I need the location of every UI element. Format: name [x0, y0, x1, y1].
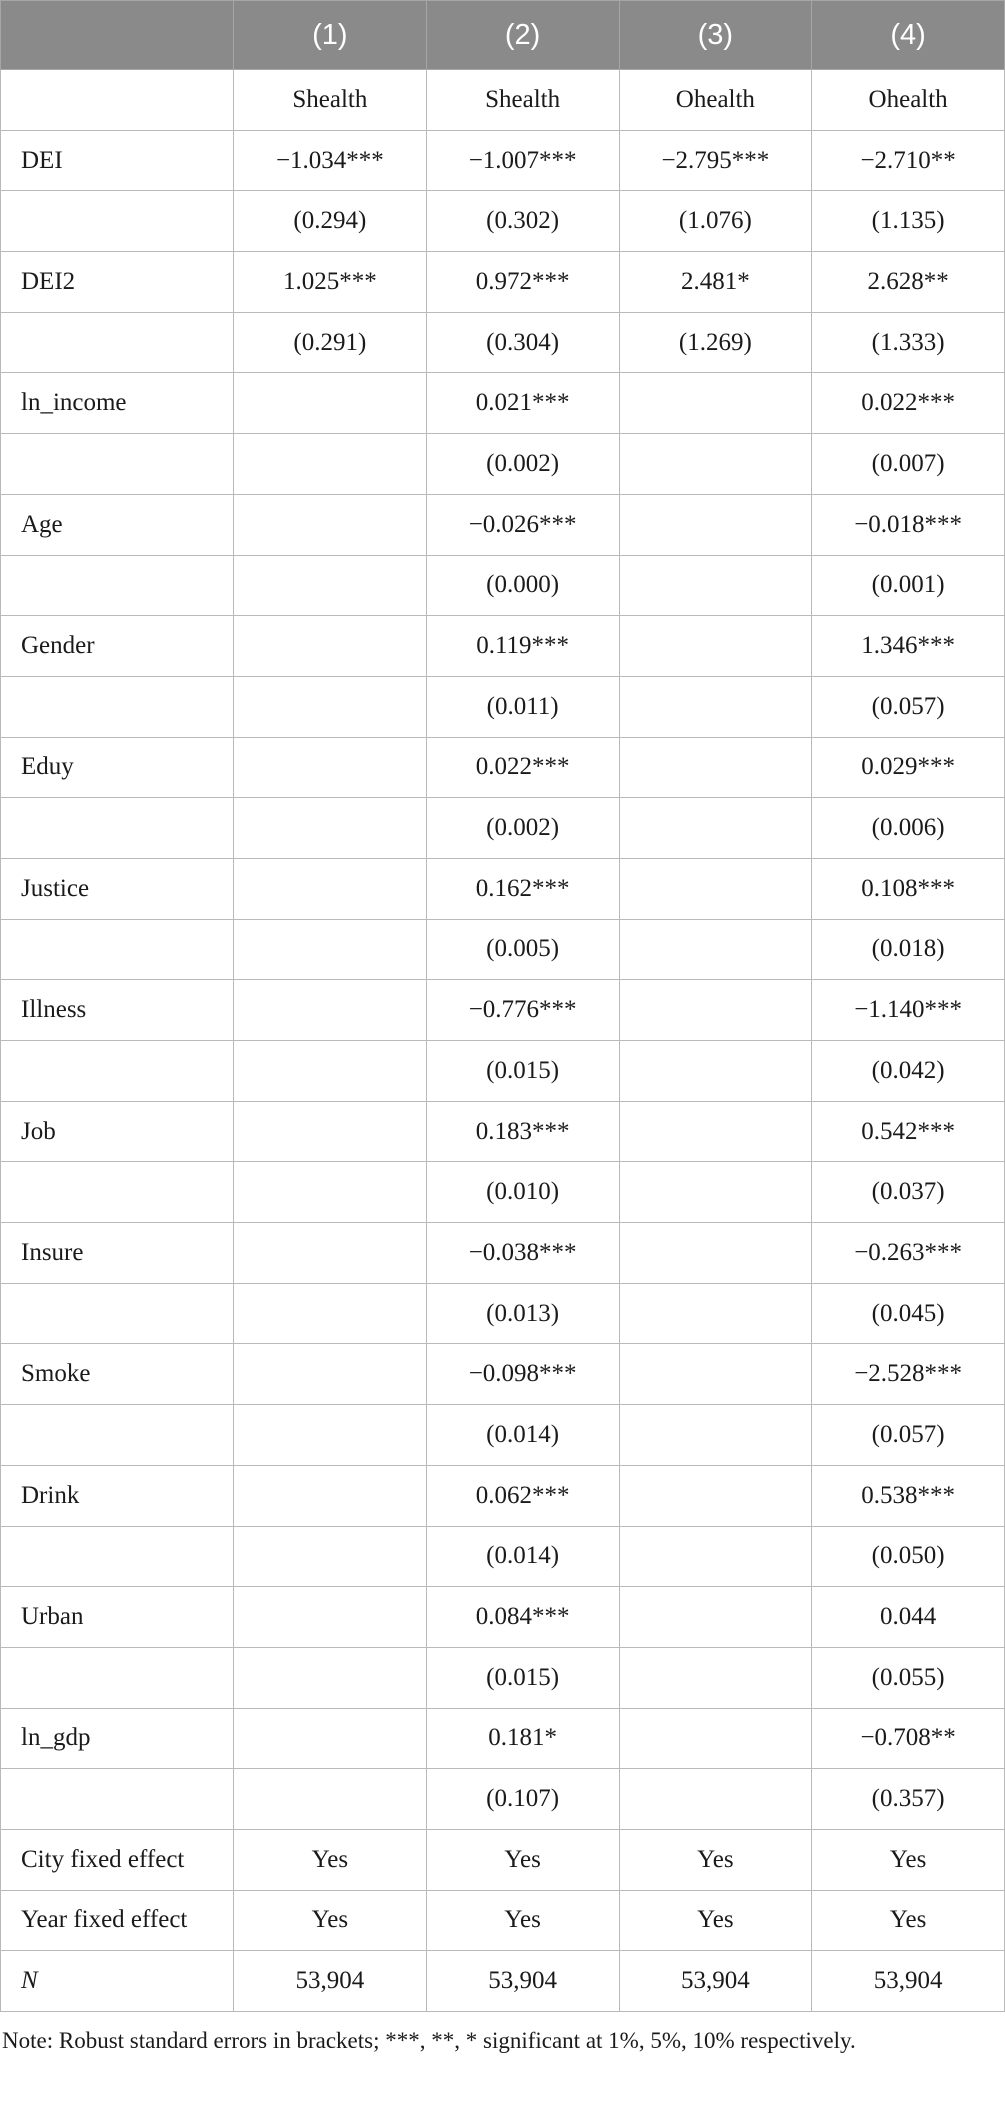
table-row [1, 1829, 1005, 1890]
value-cell-model-2: −0.776*** [426, 980, 619, 1041]
row-label-cell [1, 798, 234, 859]
row-label-cell: Age [1, 494, 234, 555]
value-cell-model-1 [234, 798, 427, 859]
table-row [1, 1890, 1005, 1951]
value-cell-model-2: 0.119*** [426, 616, 619, 677]
row-label-cell [1, 555, 234, 616]
value-cell-model-4: −2.710** [812, 130, 1005, 191]
table-row [1, 858, 1005, 919]
value-cell-model-3 [619, 1526, 812, 1587]
value-cell-model-2: Yes [426, 1829, 619, 1890]
value-cell-model-1 [234, 919, 427, 980]
table-row [1, 130, 1005, 191]
value-cell-model-2: −0.038*** [426, 1223, 619, 1284]
table-row [1, 555, 1005, 616]
table-header-row [1, 1, 1005, 70]
header-cell-stub [1, 1, 234, 70]
value-cell-model-4: (1.135) [812, 191, 1005, 252]
row-label-cell: Gender [1, 616, 234, 677]
value-cell-model-2: (0.304) [426, 312, 619, 373]
value-cell-model-3: (1.076) [619, 191, 812, 252]
table-row [1, 1283, 1005, 1344]
table-row [1, 798, 1005, 859]
row-label-cell: Drink [1, 1465, 234, 1526]
value-cell-model-3 [619, 555, 812, 616]
table-note: Note: Robust standard errors in brackets; ***, **, * significant at 1%, 5%, 10% respectively. [2, 2028, 856, 2053]
value-cell-model-4: −0.708** [812, 1708, 1005, 1769]
row-label-cell [1, 1769, 234, 1830]
value-cell-model-2: −0.026*** [426, 494, 619, 555]
value-cell-model-3 [619, 373, 812, 434]
value-cell-model-3 [619, 676, 812, 737]
value-cell-model-2: (0.002) [426, 434, 619, 495]
row-label-cell: Year fixed effect [1, 1890, 234, 1951]
row-label-cell [1, 676, 234, 737]
value-cell-model-3 [619, 1162, 812, 1223]
table-row [1, 980, 1005, 1041]
value-cell-model-3 [619, 1101, 812, 1162]
value-cell-model-1 [234, 494, 427, 555]
value-cell-model-2: 0.181* [426, 1708, 619, 1769]
value-cell-model-3 [619, 798, 812, 859]
value-cell-model-4: Ohealth [812, 70, 1005, 131]
value-cell-model-4: (1.333) [812, 312, 1005, 373]
value-cell-model-2: 53,904 [426, 1951, 619, 2012]
row-label-cell [1, 1405, 234, 1466]
value-cell-model-3 [619, 1708, 812, 1769]
value-cell-model-2: (0.107) [426, 1769, 619, 1830]
table-row [1, 1647, 1005, 1708]
value-cell-model-3: Yes [619, 1890, 812, 1951]
row-label-cell: Job [1, 1101, 234, 1162]
value-cell-model-3 [619, 1647, 812, 1708]
value-cell-model-3 [619, 980, 812, 1041]
row-label-cell: ln_gdp [1, 1708, 234, 1769]
value-cell-model-1 [234, 1465, 427, 1526]
row-label-cell [1, 1162, 234, 1223]
value-cell-model-2: (0.014) [426, 1526, 619, 1587]
value-cell-model-1 [234, 1101, 427, 1162]
header-cell-model-1: (1) [234, 1, 427, 70]
value-cell-model-3: Ohealth [619, 70, 812, 131]
header-cell-model-2: (2) [426, 1, 619, 70]
value-cell-model-4: (0.357) [812, 1769, 1005, 1830]
value-cell-model-2: 0.972*** [426, 252, 619, 313]
value-cell-model-3 [619, 919, 812, 980]
value-cell-model-1 [234, 616, 427, 677]
table-row [1, 737, 1005, 798]
value-cell-model-4: −2.528*** [812, 1344, 1005, 1405]
value-cell-model-2: (0.302) [426, 191, 619, 252]
value-cell-model-3 [619, 1344, 812, 1405]
value-cell-model-4: (0.006) [812, 798, 1005, 859]
value-cell-model-1 [234, 373, 427, 434]
value-cell-model-3 [619, 1041, 812, 1102]
value-cell-model-2: Yes [426, 1890, 619, 1951]
value-cell-model-4: (0.007) [812, 434, 1005, 495]
value-cell-model-3 [619, 1465, 812, 1526]
value-cell-model-3: (1.269) [619, 312, 812, 373]
value-cell-model-2: Shealth [426, 70, 619, 131]
row-label-cell: City fixed effect [1, 1829, 234, 1890]
table-row [1, 1769, 1005, 1830]
value-cell-model-3 [619, 1405, 812, 1466]
value-cell-model-4: 2.628** [812, 252, 1005, 313]
value-cell-model-4: (0.045) [812, 1283, 1005, 1344]
value-cell-model-4: −1.140*** [812, 980, 1005, 1041]
value-cell-model-1 [234, 1162, 427, 1223]
value-cell-model-4: (0.018) [812, 919, 1005, 980]
row-label-cell: Illness [1, 980, 234, 1041]
row-label-cell: Urban [1, 1587, 234, 1648]
row-label-cell [1, 191, 234, 252]
value-cell-model-4: 1.346*** [812, 616, 1005, 677]
row-label-cell: Eduy [1, 737, 234, 798]
value-cell-model-3: 53,904 [619, 1951, 812, 2012]
value-cell-model-4: 0.538*** [812, 1465, 1005, 1526]
table-row [1, 1526, 1005, 1587]
row-label-cell: N [1, 1951, 234, 2012]
value-cell-model-2: (0.011) [426, 676, 619, 737]
value-cell-model-2: (0.005) [426, 919, 619, 980]
value-cell-model-1 [234, 1708, 427, 1769]
header-cell-model-3: (3) [619, 1, 812, 70]
table-row [1, 1587, 1005, 1648]
table-row [1, 1465, 1005, 1526]
row-label-cell [1, 70, 234, 131]
value-cell-model-2: 0.183*** [426, 1101, 619, 1162]
row-label-cell: DEI2 [1, 252, 234, 313]
value-cell-model-2: −1.007*** [426, 130, 619, 191]
row-label-cell [1, 1041, 234, 1102]
table-row [1, 1344, 1005, 1405]
value-cell-model-1: Yes [234, 1890, 427, 1951]
row-label-cell: Smoke [1, 1344, 234, 1405]
value-cell-model-2: (0.015) [426, 1041, 619, 1102]
value-cell-model-3 [619, 616, 812, 677]
value-cell-model-1 [234, 1405, 427, 1466]
row-label-cell: Justice [1, 858, 234, 919]
value-cell-model-4: Yes [812, 1890, 1005, 1951]
table-row [1, 373, 1005, 434]
row-label-cell [1, 1526, 234, 1587]
value-cell-model-4: (0.037) [812, 1162, 1005, 1223]
value-cell-model-1 [234, 1041, 427, 1102]
value-cell-model-3 [619, 1283, 812, 1344]
row-label-cell: ln_income [1, 373, 234, 434]
row-label-cell: Insure [1, 1223, 234, 1284]
value-cell-model-1 [234, 1769, 427, 1830]
value-cell-model-1 [234, 980, 427, 1041]
value-cell-model-3: Yes [619, 1829, 812, 1890]
value-cell-model-1 [234, 1647, 427, 1708]
value-cell-model-4: −0.018*** [812, 494, 1005, 555]
value-cell-model-4: (0.055) [812, 1647, 1005, 1708]
value-cell-model-3 [619, 434, 812, 495]
row-label-cell [1, 919, 234, 980]
value-cell-model-4: 0.044 [812, 1587, 1005, 1648]
value-cell-model-1: −1.034*** [234, 130, 427, 191]
table-row [1, 191, 1005, 252]
value-cell-model-2: 0.021*** [426, 373, 619, 434]
table-row [1, 1101, 1005, 1162]
value-cell-model-4: (0.057) [812, 676, 1005, 737]
table-row [1, 252, 1005, 313]
value-cell-model-2: 0.162*** [426, 858, 619, 919]
value-cell-model-2: (0.002) [426, 798, 619, 859]
value-cell-model-3 [619, 494, 812, 555]
table-row [1, 494, 1005, 555]
table-row [1, 1951, 1005, 2012]
value-cell-model-4: (0.050) [812, 1526, 1005, 1587]
row-label-cell [1, 1647, 234, 1708]
table-row [1, 1041, 1005, 1102]
value-cell-model-2: (0.014) [426, 1405, 619, 1466]
value-cell-model-3 [619, 737, 812, 798]
value-cell-model-2: (0.010) [426, 1162, 619, 1223]
value-cell-model-1 [234, 1526, 427, 1587]
row-label-cell [1, 1283, 234, 1344]
value-cell-model-1: Shealth [234, 70, 427, 131]
value-cell-model-3: −2.795*** [619, 130, 812, 191]
value-cell-model-1 [234, 434, 427, 495]
table-row [1, 70, 1005, 131]
value-cell-model-3 [619, 1769, 812, 1830]
value-cell-model-1 [234, 1283, 427, 1344]
value-cell-model-1 [234, 676, 427, 737]
value-cell-model-2: 0.062*** [426, 1465, 619, 1526]
value-cell-model-1: (0.291) [234, 312, 427, 373]
value-cell-model-3 [619, 1223, 812, 1284]
value-cell-model-1: 53,904 [234, 1951, 427, 2012]
row-label-cell [1, 434, 234, 495]
value-cell-model-4: −0.263*** [812, 1223, 1005, 1284]
value-cell-model-3 [619, 858, 812, 919]
value-cell-model-4: 0.022*** [812, 373, 1005, 434]
value-cell-model-4: 0.542*** [812, 1101, 1005, 1162]
value-cell-model-2: −0.098*** [426, 1344, 619, 1405]
value-cell-model-1 [234, 737, 427, 798]
table-row [1, 1223, 1005, 1284]
table-row [1, 434, 1005, 495]
row-label-cell [1, 312, 234, 373]
table-body [1, 70, 1005, 2012]
value-cell-model-4: (0.001) [812, 555, 1005, 616]
value-cell-model-4: 0.108*** [812, 858, 1005, 919]
value-cell-model-2: (0.015) [426, 1647, 619, 1708]
table-row [1, 1708, 1005, 1769]
value-cell-model-1: Yes [234, 1829, 427, 1890]
value-cell-model-1 [234, 1223, 427, 1284]
row-label-cell: DEI [1, 130, 234, 191]
value-cell-model-3 [619, 1587, 812, 1648]
table-row [1, 919, 1005, 980]
value-cell-model-3: 2.481* [619, 252, 812, 313]
value-cell-model-4: Yes [812, 1829, 1005, 1890]
table-row [1, 616, 1005, 677]
table-row [1, 676, 1005, 737]
value-cell-model-2: (0.013) [426, 1283, 619, 1344]
value-cell-model-4: 53,904 [812, 1951, 1005, 2012]
value-cell-model-2: 0.022*** [426, 737, 619, 798]
value-cell-model-1: (0.294) [234, 191, 427, 252]
table-row [1, 312, 1005, 373]
header-cell-model-4: (4) [812, 1, 1005, 70]
value-cell-model-1 [234, 858, 427, 919]
value-cell-model-2: (0.000) [426, 555, 619, 616]
value-cell-model-2: 0.084*** [426, 1587, 619, 1648]
value-cell-model-4: 0.029*** [812, 737, 1005, 798]
value-cell-model-1 [234, 1587, 427, 1648]
value-cell-model-1 [234, 1344, 427, 1405]
value-cell-model-4: (0.042) [812, 1041, 1005, 1102]
table-row [1, 1162, 1005, 1223]
table-row [1, 1405, 1005, 1466]
value-cell-model-1: 1.025*** [234, 252, 427, 313]
value-cell-model-1 [234, 555, 427, 616]
value-cell-model-4: (0.057) [812, 1405, 1005, 1466]
